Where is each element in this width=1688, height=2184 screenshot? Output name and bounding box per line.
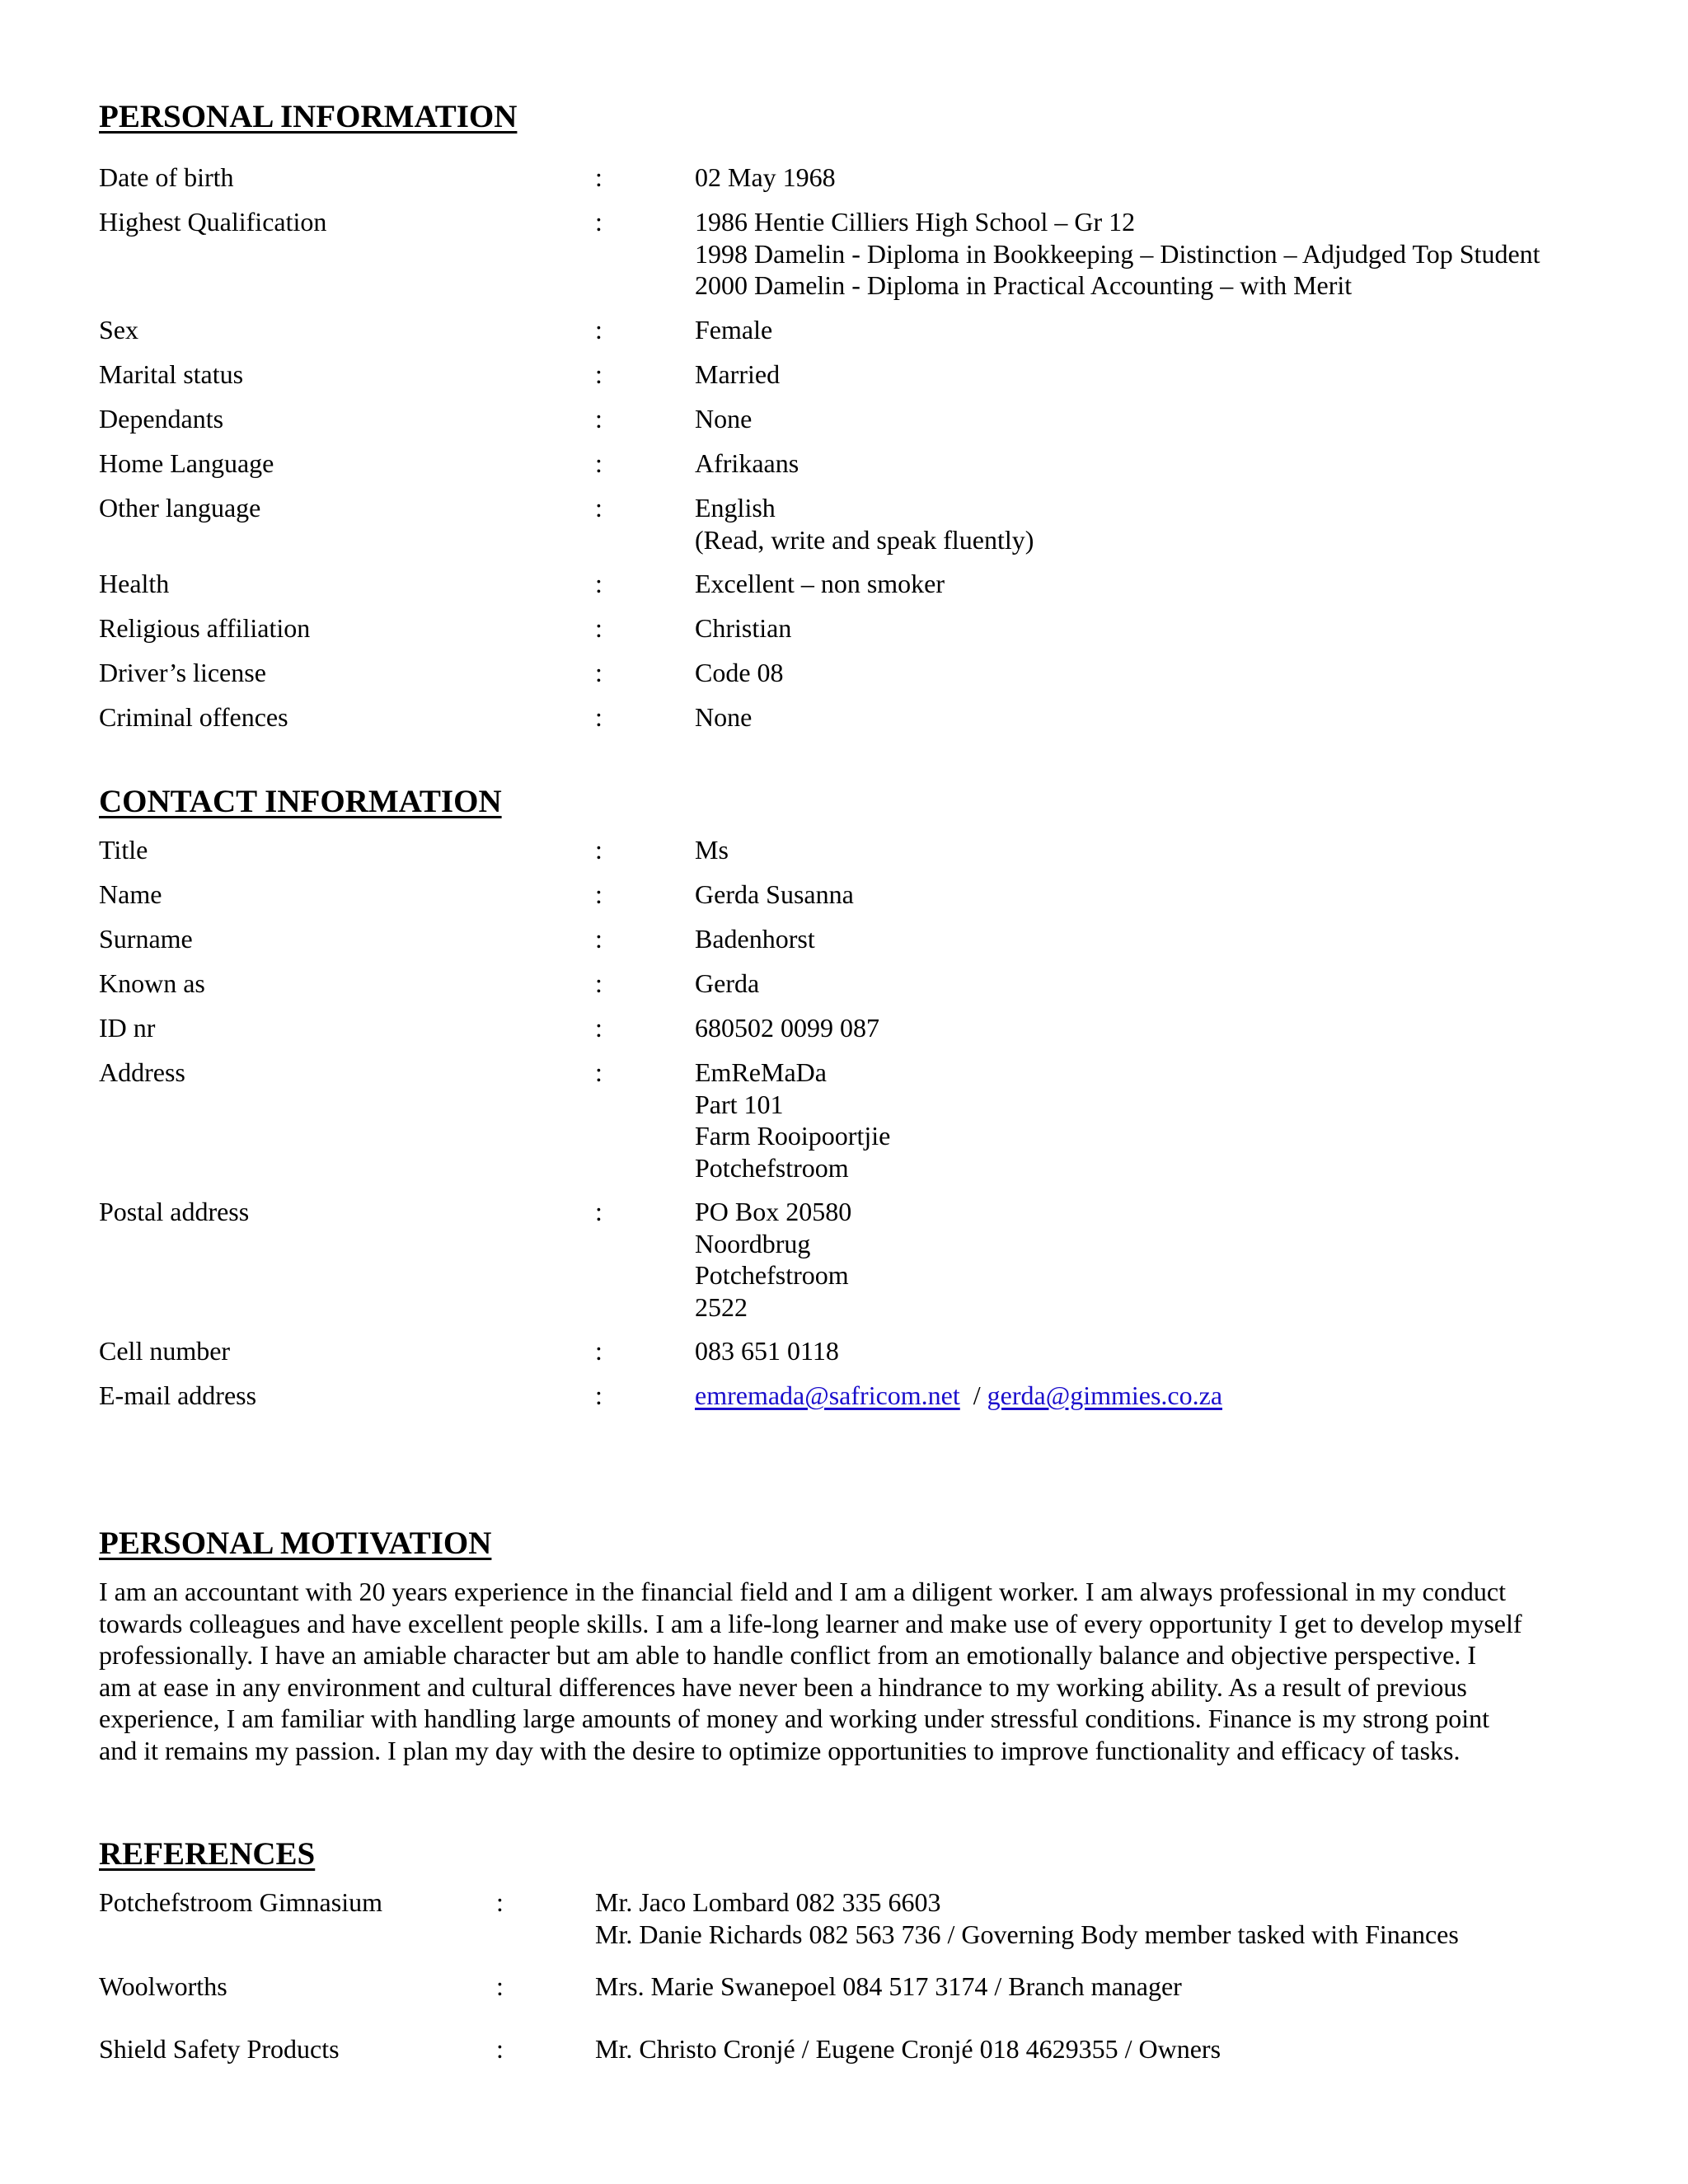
value-line: 1986 Hentie Cilliers High School – Gr 12 <box>695 207 1136 237</box>
field-label: Postal address <box>99 1197 250 1226</box>
field-colon: : <box>595 207 603 237</box>
field-label: Name <box>99 879 162 909</box>
reference-value <box>595 1971 1182 2003</box>
email-link-gimmies[interactable]: gerda@gimmies.co.za <box>987 1380 1223 1410</box>
field-colon: : <box>595 569 603 598</box>
field-label: E-mail address <box>99 1380 257 1410</box>
field-value <box>695 834 729 866</box>
contact-information-heading: CONTACT INFORMATION <box>99 784 502 819</box>
value-line: 2000 Damelin - Diploma in Practical Accounting – with Merit <box>695 270 1353 300</box>
references-heading: REFERENCES <box>99 1836 316 1872</box>
field-colon: : <box>496 1971 504 2001</box>
value-line: Badenhorst <box>695 924 815 954</box>
value-line: Gerda Susanna <box>695 879 854 909</box>
field-colon: : <box>595 924 603 954</box>
paragraph-line: am at ease in any environment and cultural differences have never been a hindrance to my working ability. As a result of previous <box>99 1671 1467 1702</box>
value-line: Mrs. Marie Swanepoel 084 517 3174 / Branch manager <box>595 1971 1182 2001</box>
field-label: Marital status <box>99 359 244 389</box>
field-colon: : <box>496 1887 504 1917</box>
field-colon: : <box>595 359 603 389</box>
field-value <box>695 612 791 644</box>
reference-label: Potchefstroom Gimnasium <box>99 1887 382 1917</box>
field-label: Date of birth <box>99 162 234 192</box>
field-label: Highest Qualification <box>99 207 327 237</box>
field-value <box>695 206 1540 302</box>
motivation-paragraph <box>99 1576 1599 1766</box>
field-value <box>695 314 772 346</box>
field-label: Other language <box>99 493 261 523</box>
reference-value <box>595 1886 1459 1950</box>
personal-motivation-heading: PERSONAL MOTIVATION <box>99 1526 492 1561</box>
field-colon: : <box>595 702 603 732</box>
field-value <box>695 162 836 194</box>
value-line: Mr. Christo Cronjé / Eugene Cronjé 018 4629355 / Owners <box>595 2034 1221 2064</box>
field-label: Driver’s license <box>99 658 266 687</box>
field-value <box>695 879 854 911</box>
field-colon: : <box>595 1013 603 1043</box>
email-link-safricom[interactable]: emremada@safricom.net <box>695 1380 960 1410</box>
field-label: Home Language <box>99 448 274 478</box>
field-label: Sex <box>99 315 138 344</box>
field-label: Address <box>99 1057 185 1087</box>
field-colon: : <box>496 2034 504 2064</box>
field-value <box>695 1380 1222 1412</box>
reference-value <box>595 2033 1221 2065</box>
field-colon: : <box>595 493 603 523</box>
value-line: (Read, write and speak fluently) <box>695 524 1034 555</box>
field-label: Health <box>99 569 170 598</box>
field-colon: : <box>595 613 603 643</box>
field-colon: : <box>595 162 603 192</box>
reference-label: Shield Safety Products <box>99 2034 340 2064</box>
value-line: Female <box>695 315 773 344</box>
value-line: None <box>695 404 753 434</box>
value-line: Married <box>695 359 781 389</box>
field-colon: : <box>595 404 603 434</box>
field-label: Title <box>99 835 148 865</box>
field-label: Cell number <box>99 1336 231 1366</box>
field-value <box>695 403 752 435</box>
field-value <box>695 968 759 1000</box>
value-line: Potchefstroom <box>695 1260 849 1290</box>
paragraph-line: experience, I am familiar with handling large amounts of money and working under stressful conditions. Finance is my strong point <box>99 1704 1490 1733</box>
field-colon: : <box>595 835 603 865</box>
value-line: Christian <box>695 613 792 643</box>
field-value <box>695 568 945 600</box>
field-value <box>695 701 752 733</box>
value-line <box>695 1380 1222 1412</box>
field-label: Known as <box>99 968 205 998</box>
value-line: 2522 <box>695 1291 748 1322</box>
value-line: 680502 0099 087 <box>695 1013 879 1043</box>
field-label: Dependants <box>99 404 224 434</box>
paragraph-line: and it remains my passion. I plan my day with the desire to optimize opportunities to improve functionality and efficacy of tasks. <box>99 1735 1461 1765</box>
value-line: Gerda <box>695 968 760 998</box>
value-line: Afrikaans <box>695 448 799 478</box>
value-line: Excellent – non smoker <box>695 569 945 598</box>
field-label: Surname <box>99 924 193 954</box>
value-line: Code 08 <box>695 658 784 687</box>
value-line: Ms <box>695 835 729 865</box>
value-line: Farm Rooipoortjie <box>695 1121 891 1151</box>
value-line: 1998 Damelin - Diploma in Bookkeeping – Distinction – Adjudged Top Student <box>695 238 1540 269</box>
value-line: None <box>695 702 753 732</box>
value-line: Potchefstroom <box>695 1152 849 1183</box>
field-value <box>695 1057 890 1183</box>
value-line: 083 651 0118 <box>695 1336 839 1366</box>
field-colon: : <box>595 1057 603 1087</box>
field-value <box>695 492 1034 555</box>
field-value <box>695 923 815 955</box>
value-line: PO Box 20580 <box>695 1197 852 1226</box>
value-line: Mr. Danie Richards 082 563 736 / Governing Body member tasked with Finances <box>595 1919 1459 1949</box>
value-line: Mr. Jaco Lombard 082 335 6603 <box>595 1887 941 1917</box>
field-colon: : <box>595 448 603 478</box>
email-separator: / <box>959 1380 987 1410</box>
paragraph-line: towards colleagues and have excellent people skills. I am a life-long learner and make use of every opportunity I get to develop myself <box>99 1608 1522 1638</box>
value-line: Part 101 <box>695 1089 784 1119</box>
value-line: English <box>695 493 776 523</box>
reference-label: Woolworths <box>99 1971 227 2001</box>
value-line: Noordbrug <box>695 1228 811 1258</box>
value-line: 02 May 1968 <box>695 162 836 192</box>
field-colon: : <box>595 1380 603 1410</box>
field-value <box>695 359 780 391</box>
paragraph-line: professionally. I have an amiable character but am able to handle conflict from an emotionally balance and objective perspective. I <box>99 1640 1476 1670</box>
field-colon: : <box>595 1197 603 1226</box>
value-line: EmReMaDa <box>695 1057 827 1087</box>
field-value <box>695 1196 851 1323</box>
field-value <box>695 1012 879 1044</box>
field-label: ID nr <box>99 1013 156 1043</box>
field-colon: : <box>595 879 603 909</box>
field-value <box>695 448 799 480</box>
field-value <box>695 657 784 689</box>
field-colon: : <box>595 658 603 687</box>
field-colon: : <box>595 1336 603 1366</box>
field-colon: : <box>595 315 603 344</box>
field-label: Religious affiliation <box>99 613 311 643</box>
paragraph-line: I am an accountant with 20 years experience in the financial field and I am a diligent worker. I am always professional in my conduct <box>99 1577 1506 1606</box>
field-label: Criminal offences <box>99 702 288 732</box>
field-colon: : <box>595 968 603 998</box>
field-value <box>695 1335 839 1367</box>
personal-information-heading: PERSONAL INFORMATION <box>99 99 518 134</box>
